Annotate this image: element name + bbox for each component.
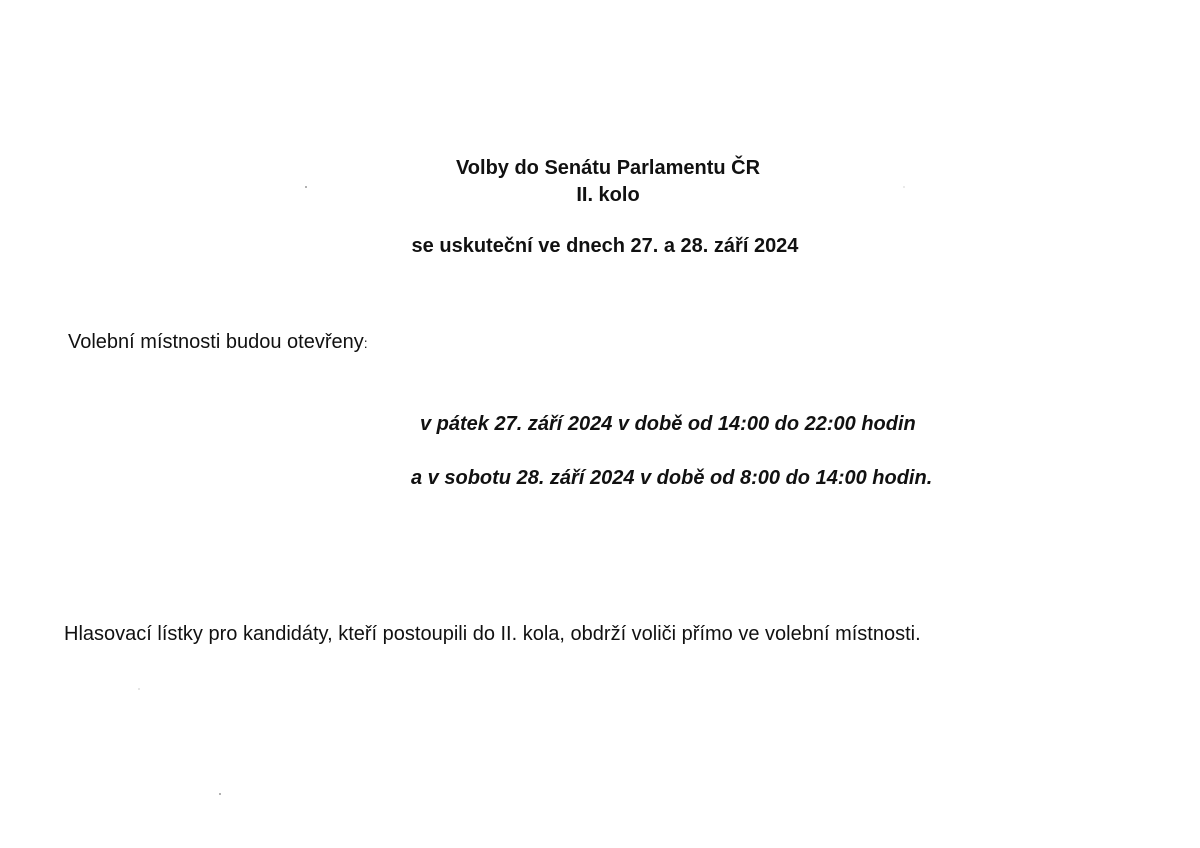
ballot-note: Hlasovací lístky pro kandidáty, kteří postoupili do II. kola, obdrží voliči přímo ve volební místnosti. [64,623,921,645]
election-round: II. kolo [576,184,640,206]
opening-hours-friday: v pátek 27. září 2024 v době od 14:00 do 22:00 hodin [420,413,916,435]
election-dates: se uskuteční ve dnech 27. a 28. září 2024 [411,235,799,257]
opening-intro-text: Volební místnosti budou otevřeny [68,331,364,353]
opening-intro-colon: : [363,335,368,351]
document-title: Volby do Senátu Parlamentu ČR [455,157,761,179]
opening-intro [68,330,368,355]
scan-speck [903,186,905,188]
opening-hours-saturday: a v sobotu 28. září 2024 v době od 8:00 do 14:00 hodin. [411,467,933,489]
scan-speck [305,186,307,188]
scan-speck [138,688,140,690]
scan-speck [219,793,221,795]
